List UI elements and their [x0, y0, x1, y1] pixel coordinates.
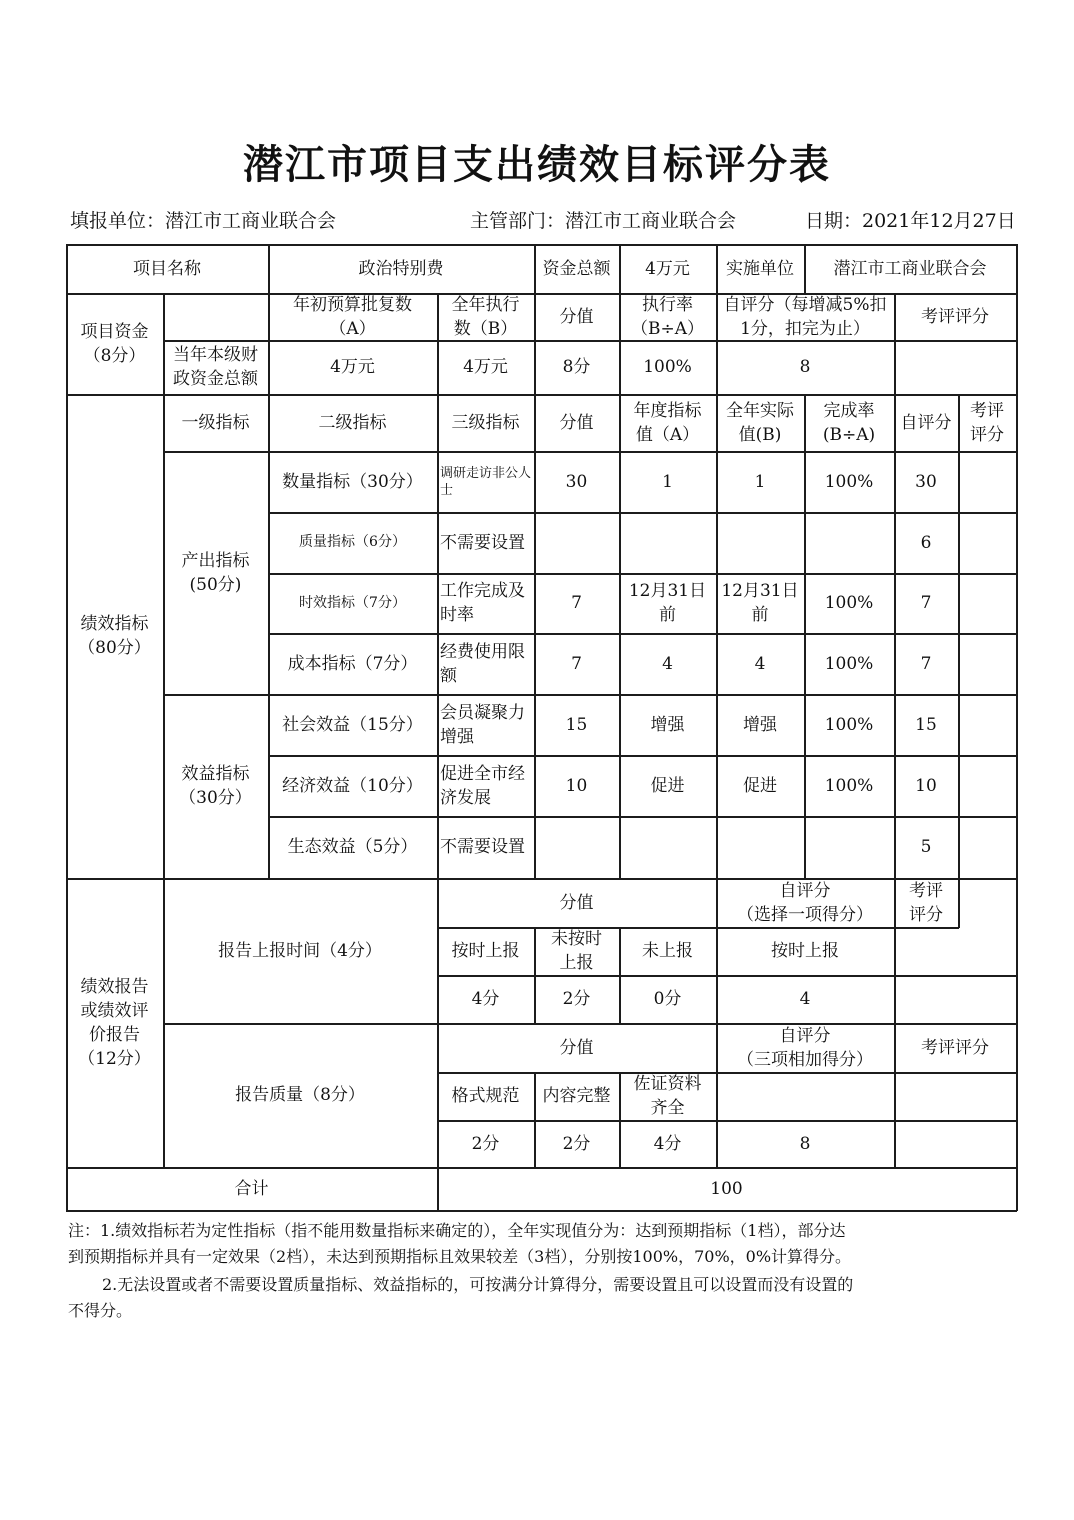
table-grid-line: [163, 694, 1017, 696]
table-grid-line: [716, 394, 718, 879]
project-name-label: 项目名称: [133, 258, 201, 279]
indicator-level3: 调研走访非公人士: [440, 465, 532, 498]
funds-header-rate: 执行率 （B÷A）: [630, 294, 704, 339]
report-date: 日期：2021年12月27日: [805, 210, 1016, 232]
report-time-option-score: 4分: [471, 989, 500, 1009]
table-grid-line: [163, 451, 1017, 453]
indicator-level3: 不需要设置: [440, 837, 525, 857]
fund-total-label: 资金总额: [542, 258, 611, 279]
note-1-line-1: 注：1.绩效指标若为定性指标（指不能用数量指标来确定的），全年实现值分为：达到预期指标（1档），部分达: [68, 1221, 846, 1240]
indicator-score: 30: [565, 471, 588, 492]
indicator-review-score: [958, 512, 1016, 573]
indicator-target: 1: [662, 471, 673, 492]
funds-exec-value: 4万元: [463, 357, 508, 377]
total-value: 100: [710, 1178, 743, 1199]
table-grid-line: [534, 1072, 536, 1168]
indicator-rate: 100%: [824, 714, 874, 735]
ind-header-level2: 二级指标: [318, 412, 387, 433]
indicator-rate: [804, 512, 894, 573]
table-grid-line: [268, 755, 1017, 757]
indicator-rate: 100%: [824, 653, 874, 674]
impl-unit-value: 潜江市工商业联合会: [833, 258, 987, 279]
indicator-actual: [716, 816, 804, 878]
report-time-self-choice: 按时上报: [771, 941, 839, 961]
indicators-section-label: 绩效指标 （80分）: [78, 614, 151, 658]
indicator-target: 12月31日 前: [628, 581, 707, 625]
ind-header-self: 自评分: [900, 412, 952, 433]
indicator-review-score: [958, 755, 1016, 816]
table-grid-line: [437, 975, 1017, 977]
table-grid-line: [163, 293, 165, 395]
indicator-level3: 经费使用限 额: [440, 641, 525, 686]
ind-header-level1: 一级指标: [181, 412, 250, 433]
table-grid-line: [804, 244, 806, 294]
note-2-line-1: 2.无法设置或者不需要设置质量指标、效益指标的，可按满分计算得分，需要设置且可以设置而没有设置的: [102, 1275, 854, 1294]
indicator-rate: 100%: [824, 471, 874, 492]
report-quality-score-header: 分值: [559, 1037, 594, 1058]
indicator-score: 10: [565, 775, 588, 796]
report-quality-review-header: 考评评分: [921, 1037, 989, 1058]
total-label: 合计: [234, 1178, 269, 1199]
table-grid-line: [804, 394, 806, 879]
table-grid-line: [534, 927, 536, 1024]
indicator-level3: 不需要设置: [440, 532, 525, 553]
indicator-level2: 社会效益（15分）: [282, 714, 423, 735]
indicator-target: 促进: [650, 775, 685, 796]
funds-header-exec: 全年执行 数（B）: [451, 294, 520, 339]
report-time-self-score: 4: [799, 989, 811, 1009]
funds-row-label: 当年本级财 政资金总额: [173, 345, 258, 389]
table-grid-line: [268, 633, 1017, 635]
indicator-rate: 100%: [824, 775, 874, 796]
table-grid-line: [268, 816, 1017, 818]
table-grid-line: [534, 394, 536, 879]
indicator-review-score: [958, 816, 1016, 878]
table-grid-line: [894, 1023, 896, 1168]
indicator-actual: 1: [754, 471, 766, 492]
indicator-score: [534, 816, 619, 878]
table-grid-line: [716, 1023, 718, 1168]
report-time-label: 报告上报时间（4分）: [218, 940, 382, 961]
report-quality-item: 内容完整: [542, 1086, 611, 1106]
table-grid-line: [716, 293, 718, 395]
table-grid-line: [268, 293, 270, 395]
report-quality-item-score: 4分: [653, 1133, 682, 1154]
indicator-level2: 经济效益（10分）: [282, 775, 423, 796]
indicator-actual: [716, 512, 804, 573]
table-grid-line: [619, 244, 621, 294]
table-grid-line: [894, 878, 896, 1024]
indicator-self-score: 6: [920, 532, 932, 553]
ind-header-review: 考评 评分: [970, 400, 1004, 445]
funds-header-budget: 年初预算批复数 （A）: [293, 294, 412, 339]
table-grid-line: [66, 244, 1017, 246]
table-grid-line: [894, 293, 896, 395]
report-time-self-header: 自评分 （选择一项得分）: [737, 880, 873, 925]
ind-header-score: 分值: [559, 412, 594, 433]
indicator-rate: 100%: [824, 593, 874, 613]
indicator-score: 7: [571, 593, 582, 613]
report-section-label: 绩效报告 或绩效评 价报告 （12分）: [78, 976, 151, 1069]
indicator-score: 15: [565, 714, 588, 735]
table-grid-line: [66, 244, 68, 1211]
ind-header-actual: 全年实际 值(B): [726, 400, 794, 445]
report-time-option: 按时上报: [451, 941, 520, 961]
table-grid-line: [1016, 244, 1018, 1211]
table-grid-line: [268, 512, 1017, 514]
table-grid-line: [716, 244, 718, 294]
impl-unit-label: 实施单位: [726, 258, 794, 279]
reporting-unit: 填报单位：潜江市工商业联合会: [70, 210, 337, 232]
table-grid-line: [437, 927, 959, 929]
table-grid-line: [958, 394, 960, 879]
report-quality-item-score: 2分: [562, 1133, 591, 1154]
funds-header-score: 分值: [559, 306, 594, 327]
indicator-target: 增强: [650, 714, 685, 735]
table-grid-line: [534, 244, 536, 294]
table-grid-line: [534, 293, 536, 395]
table-grid-line: [437, 1120, 1017, 1122]
table-grid-line: [163, 1023, 1017, 1025]
indicator-level2: 时效指标（7分）: [299, 594, 406, 611]
indicator-level2: 生态效益（5分）: [287, 837, 418, 857]
fund-total-value: 4万元: [645, 258, 690, 279]
table-grid-line: [437, 394, 439, 1211]
table-grid-line: [958, 878, 960, 928]
table-grid-line: [66, 394, 1017, 396]
report-quality-item: 佐证资料 齐全: [633, 1074, 702, 1118]
note-2: [68, 1272, 1018, 1324]
table-grid-line: [619, 293, 621, 395]
indicator-level3: 工作完成及 时率: [440, 581, 525, 625]
indicator-score: [534, 512, 619, 573]
indicator-level2: 成本指标（7分）: [287, 653, 418, 674]
table-grid-line: [437, 1072, 1017, 1074]
indicator-target: [619, 512, 716, 573]
funds-score-value: 8分: [562, 357, 591, 377]
report-time-score-header: 分值: [559, 892, 594, 913]
indicator-review-score: [958, 573, 1016, 633]
report-quality-label: 报告质量（8分）: [235, 1085, 365, 1105]
report-time-option-score: 0分: [653, 989, 682, 1009]
table-grid-line: [268, 394, 270, 879]
report-quality-self-score: 8: [799, 1133, 811, 1154]
indicator-actual: 增强: [743, 714, 777, 735]
report-quality-self-header: 自评分 （三项相加得分）: [737, 1025, 873, 1070]
page-title: 潜江市项目支出绩效目标评分表: [243, 142, 831, 188]
indicator-self-score: 10: [915, 775, 937, 796]
benefit-indicator-label: 效益指标 （30分）: [179, 764, 252, 808]
indicator-target: [619, 816, 716, 878]
funds-budget-value: 4万元: [330, 357, 375, 377]
indicator-review-score: [958, 633, 1016, 694]
note-2-line-2: 不得分。: [68, 1301, 133, 1320]
report-quality-item-score: 2分: [471, 1133, 500, 1154]
table-grid-line: [163, 394, 165, 1168]
indicator-level2: 质量指标（6分）: [299, 534, 406, 550]
indicator-actual: 促进: [743, 775, 777, 796]
table-grid-line: [66, 1210, 1017, 1212]
funds-rate-value: 100%: [643, 357, 692, 377]
indicator-level3: 会员凝聚力 增强: [440, 702, 525, 747]
indicator-level3: 促进全市经 济发展: [440, 763, 525, 808]
table-grid-line: [437, 293, 439, 395]
project-name-value: 政治特别费: [358, 258, 444, 279]
table-grid-line: [268, 244, 270, 294]
note-1-line-2: 到预期指标并具有一定效果（2档），未达到预期指标且效果较差（3档），分别按100%，70%，0%计算得分。: [68, 1247, 852, 1266]
output-indicator-label: 产出指标 (50分): [181, 550, 250, 595]
table-grid-line: [163, 340, 1017, 342]
table-grid-line: [268, 573, 1017, 575]
table-grid-line: [716, 878, 718, 1024]
table-grid-line: [66, 293, 1017, 295]
report-time-option: 未上报: [642, 941, 693, 961]
ind-header-rate: 完成率 (B÷A): [822, 400, 876, 445]
funds-self-value: 8: [799, 357, 811, 377]
ind-header-level3: 三级指标: [451, 412, 520, 433]
indicator-review-score: [958, 451, 1016, 512]
report-quality-item: 格式规范: [451, 1086, 520, 1106]
table-grid-line: [66, 878, 1017, 880]
indicator-level2: 数量指标（30分）: [282, 471, 423, 492]
note-1: [68, 1218, 1018, 1270]
report-time-option: 未按时 上报: [551, 929, 602, 973]
supervising-department: 主管部门：潜江市工商业联合会: [470, 210, 737, 232]
indicator-score: 7: [571, 653, 582, 674]
indicator-self-score: 15: [915, 714, 937, 735]
indicator-actual: 4: [754, 653, 766, 674]
indicator-rate: [804, 816, 894, 878]
indicator-review-score: [958, 694, 1016, 755]
indicator-self-score: 7: [920, 653, 932, 674]
funds-section-label: 项目资金 （8分）: [80, 321, 149, 366]
indicator-target: 4: [662, 653, 673, 674]
table-grid-line: [619, 1072, 621, 1168]
funds-header-self: 自评分（每增减5%扣 1分，扣完为止）: [723, 294, 887, 339]
funds-header-review: 考评评分: [921, 306, 989, 327]
report-time-review-header: 考评 评分: [909, 880, 943, 925]
table-grid-line: [619, 394, 621, 879]
indicator-self-score: 7: [920, 593, 932, 613]
ind-header-target: 年度指标 值（A）: [633, 400, 702, 445]
report-time-option-score: 2分: [562, 989, 591, 1009]
table-grid-line: [66, 1167, 1017, 1169]
indicator-self-score: 30: [915, 471, 937, 492]
indicator-actual: 12月31日 前: [721, 581, 799, 625]
indicator-self-score: 5: [920, 837, 932, 857]
table-grid-line: [619, 927, 621, 1024]
table-grid-line: [894, 394, 896, 879]
